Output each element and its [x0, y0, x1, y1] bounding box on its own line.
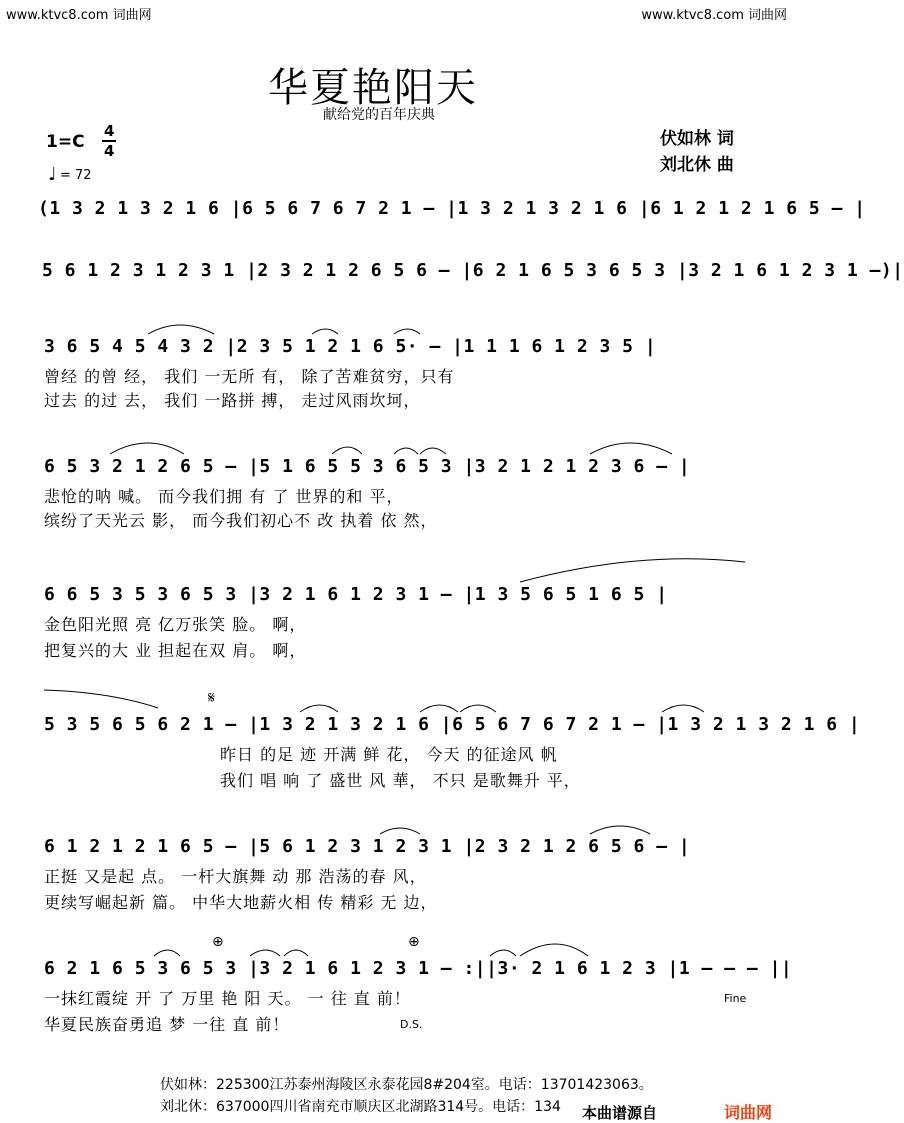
lyric-row-5a: 金色阳光照 亮 亿万张笑 脸。 啊， — [44, 615, 307, 634]
lyric-row-7a: 正挺 又是起 点。 一杆大旗舞 动 那 浩荡的春 风， — [44, 867, 427, 886]
slur-9 — [520, 559, 745, 582]
watermark-left: www.ktvc8.com 词曲网 — [6, 8, 152, 23]
ds-mark: D.S. — [400, 1018, 423, 1031]
lyric-row-8a: 一抹红霞绽 开 了 万里 艳 阳 天。 一 往 直 前！ — [44, 989, 411, 1008]
notation-row-2: 5 6 1 2 3 1 2 3 1 |2 3 2 1 2 6 5 6 – |6 2 1 6 5 3 6 5 3 |3 2 1 6 1 2 3 1 –)| — [42, 260, 904, 281]
lyric-row-4b: 缤纷了天光云 影， 而今我们初心不 改 执着 依 然， — [44, 511, 438, 530]
slur-10 — [44, 690, 158, 708]
slur-17 — [154, 950, 180, 956]
time-signature-top: 4 — [104, 122, 115, 140]
notation-row-8: 6 2 1 6 5 3 6 5 3 |3 2 1 6 1 2 3 1 – :||3· 2 1 6 1 2 3 |1 – – – || — [44, 958, 793, 979]
lyric-row-3a: 曾经 的曾 经， 我们 一无所 有， 除了苦难贫穷，只有 — [44, 367, 455, 386]
key-signature: 1=C — [46, 132, 85, 152]
slur-8 — [590, 443, 672, 454]
segno-icon: 𝄋 — [208, 688, 215, 707]
song-title: 华夏艳阳天 — [268, 65, 478, 111]
tempo-mark: = 72 — [60, 168, 92, 183]
slur-5 — [332, 447, 362, 454]
lyric-row-6a: 昨日 的足 迹 开满 鲜 花， 今天 的征途风 帆 — [220, 745, 558, 764]
lyric-row-7b: 更续写崛起新 篇。 中华大地薪火相 传 精彩 无 边， — [44, 893, 438, 912]
slur-13 — [460, 705, 496, 712]
slur-2 — [312, 329, 338, 334]
notation-row-3: 3 6 5 4 5 4 3 2 |2 3 5 1 2 1 6 5· – |1 1 1 6 1 2 3 5 | — [44, 336, 657, 357]
slur-18 — [250, 950, 280, 956]
lyric-row-8b: 华夏民族奋勇追 梦 一往 直 前！ — [44, 1015, 290, 1034]
source-label: 本曲谱源自 — [582, 1104, 658, 1122]
notation-row-7: 6 1 2 1 2 1 6 5 – |5 6 1 2 3 1 2 3 1 |2 3 2 1 2 6 5 6 – | — [44, 836, 691, 857]
slur-14 — [662, 705, 704, 712]
slur-12 — [420, 705, 458, 712]
time-signature-bottom: 4 — [104, 142, 115, 160]
slur-7 — [420, 448, 446, 454]
slur-1 — [148, 325, 214, 334]
notation-row-4: 6 5 3 2 1 2 6 5 – |5 1 6 5 5 3 6 5 3 |3 2 1 2 1 2 3 6 – | — [44, 456, 691, 477]
lyric-row-3b: 过去 的过 去， 我们 一路拼 搏， 走过风雨坎坷， — [44, 391, 421, 410]
song-subtitle: 献给党的百年庆典 — [323, 107, 435, 123]
quarter-note-icon: ♩ — [48, 164, 57, 185]
lyric-row-5b: 把复兴的大 业 担起在双 肩。 啊， — [44, 641, 307, 660]
lyricist-credit: 伏如林 词 — [660, 129, 734, 149]
notation-row-1: (1 3 2 1 3 2 1 6 |6 5 6 7 6 7 2 1 – |1 3 2 1 3 2 1 6 |6 1 2 1 2 1 6 5 – | — [38, 198, 866, 219]
coda-icon-2: ⊕ — [408, 934, 420, 950]
slur-4 — [110, 443, 184, 454]
contact-composer: 刘北休：637000四川省南充市顺庆区北湖路314号。电话：134 — [160, 1099, 561, 1115]
composer-credit: 刘北休 曲 — [660, 155, 734, 175]
slur-20 — [490, 950, 516, 956]
slur-19 — [284, 950, 308, 956]
lyric-row-6b: 我们 唱 响 了 盛世 风 華， 不只 是歌舞升 平， — [220, 771, 581, 790]
notation-row-5: 6 6 5 3 5 3 6 5 3 |3 2 1 6 1 2 3 1 – |1 3 5 6 5 1 6 5 | — [44, 584, 668, 605]
slur-21 — [520, 944, 588, 956]
site-logo[interactable]: 词曲网 — [724, 1103, 773, 1122]
watermark-right: www.ktvc8.com 词曲网 — [641, 8, 787, 23]
slur-6 — [394, 448, 418, 454]
slur-15 — [380, 828, 420, 834]
coda-icon-1: ⊕ — [212, 934, 224, 950]
lyric-row-4a: 悲怆的呐 喊。 而今我们拥 有 了 世界的和 平， — [44, 487, 404, 506]
slur-3 — [394, 329, 420, 334]
fine-mark: Fine — [724, 992, 747, 1005]
contact-lyricist: 伏如林：225300江苏泰州海陵区永泰花园8#204室。电话：13701423063。 — [160, 1077, 653, 1093]
slur-11 — [300, 705, 338, 712]
notation-row-6: 5 3 5 6 5 6 2 1 – |1 3 2 1 3 2 1 6 |6 5 6 7 6 7 2 1 – |1 3 2 1 3 2 1 6 | — [44, 714, 861, 735]
slur-16 — [590, 826, 650, 834]
